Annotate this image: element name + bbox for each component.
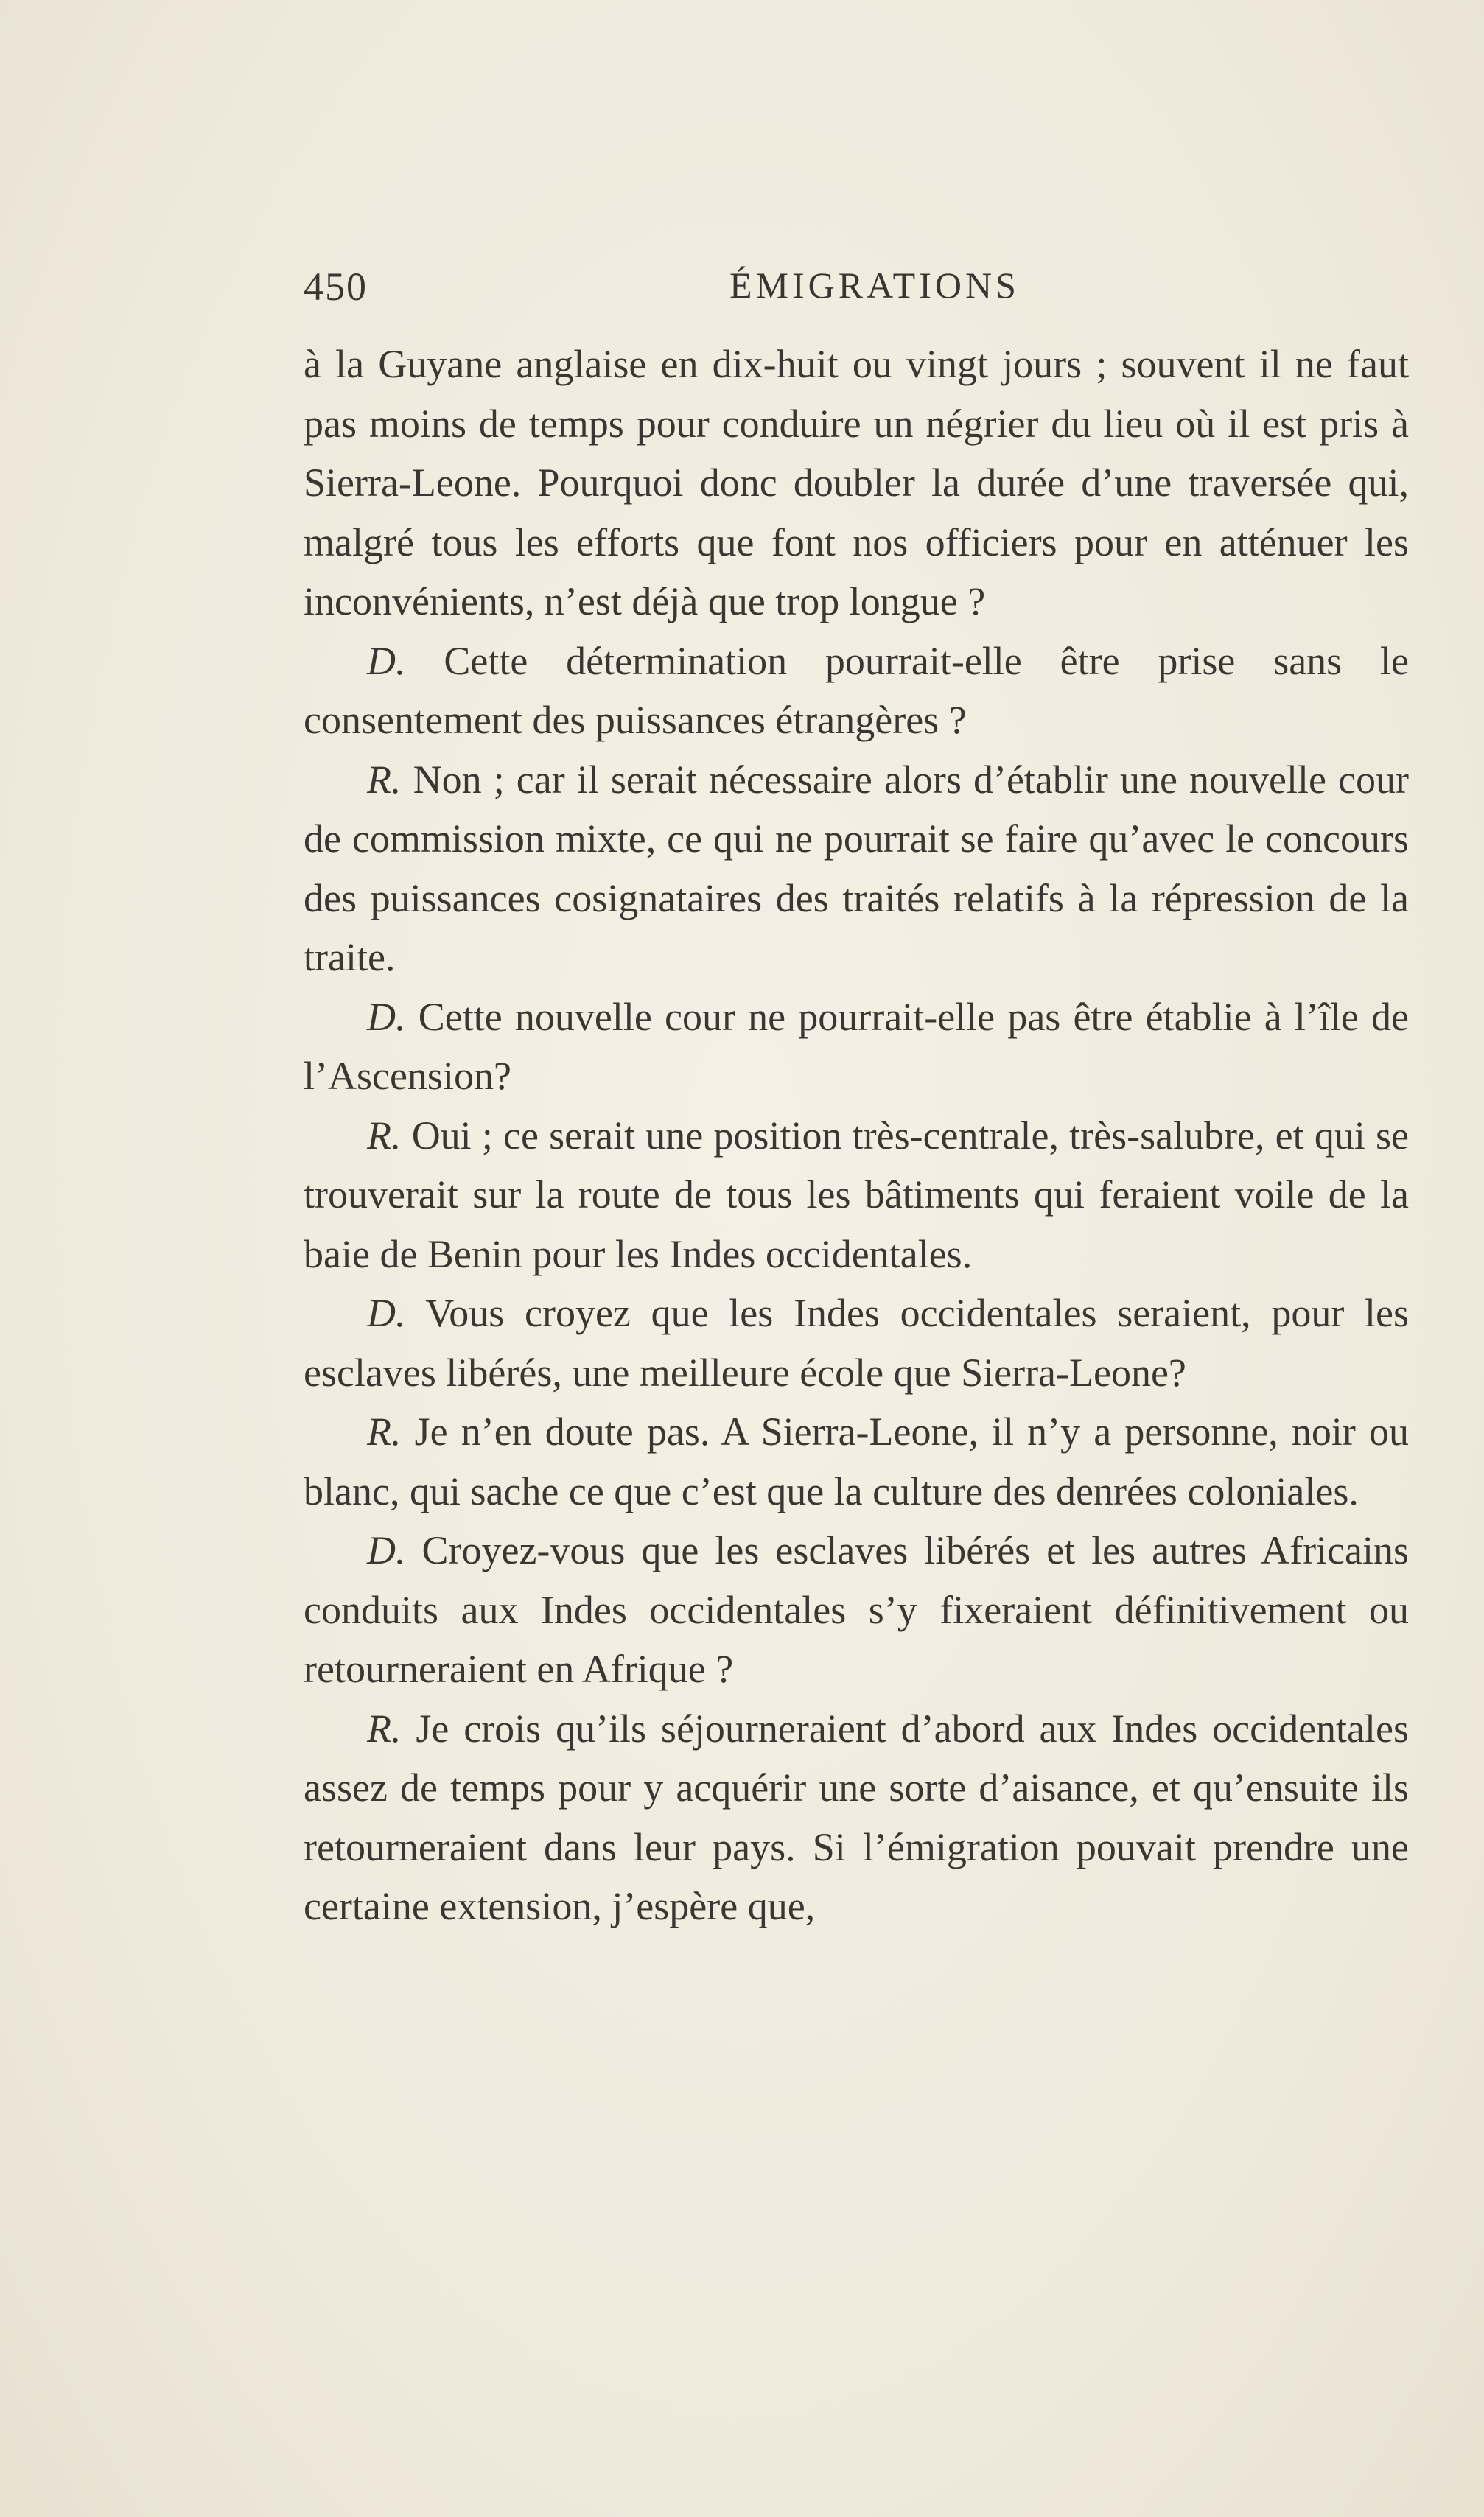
answer-paragraph: [304, 1106, 1409, 1284]
answer-paragraph: [304, 1699, 1409, 1936]
speaker-label: D.: [367, 994, 406, 1039]
paragraph-text: Je n’en doute pas. A Sierra-Leone, il n’y a personne, noir ou blanc, qui sache ce que c’est que la culture des denrées coloniales.: [304, 1410, 1410, 1513]
question-paragraph: [304, 1521, 1409, 1699]
answer-paragraph: [304, 750, 1409, 987]
speaker-label: R.: [367, 1113, 402, 1158]
paragraph-text: Non ; car il serait nécessaire alors d’établir une nouvelle cour de commission mixte, ce qui ne pourrait se faire qu’avec le concours des puissances cosignataires des traités relatifs à la répression de la traite.: [304, 757, 1410, 979]
speaker-label: D.: [367, 1528, 406, 1572]
paragraph-text: à la Guyane anglaise en dix-huit ou vingt jours ; souvent il ne faut pas moins de temps pour conduire un négrier du lieu où il est pris à Sierra-Leone. Pourquoi donc doubler la durée d’une traversée qui, malgré tous les efforts que font nos officiers pour en atténuer les inconvénients, n’est déjà que trop longue ?: [304, 342, 1409, 623]
body-text: [304, 335, 1409, 1936]
speaker-label: R.: [367, 1410, 402, 1454]
question-paragraph: [304, 987, 1409, 1106]
paragraph-text: Cette détermination pourrait-elle être prise sans le consentement des puissances étrangères ?: [304, 638, 1410, 742]
paragraph-text: Cette nouvelle cour ne pourrait-elle pas être établie à l’île de l’Ascension?: [304, 994, 1410, 1098]
running-header: [304, 264, 1409, 323]
running-title: ÉMIGRATIONS: [729, 265, 1020, 306]
paragraph-text: Vous croyez que les Indes occidentales seraient, pour les esclaves libérés, une meilleure école que Sierra-Leone?: [304, 1291, 1409, 1395]
answer-paragraph: [304, 1402, 1409, 1521]
paragraph-text: Je crois qu’ils séjourneraient d’abord aux Indes occidentales assez de temps pour y acquérir une sorte d’aisance, et qu’ensuite ils retourneraient dans leur pays. Si l’émigration pouvait prendre une certaine extension, j’espère que,: [304, 1706, 1409, 1928]
paragraph-text: Oui ; ce serait une position très-centrale, très-salubre, et qui se trouverait sur la route de tous les bâtiments qui feraient voile de la baie de Benin pour les Indes occidentales.: [304, 1113, 1409, 1276]
speaker-label: R.: [367, 757, 402, 802]
paragraph-continuation: [304, 335, 1409, 631]
speaker-label: D.: [367, 638, 406, 683]
speaker-label: D.: [367, 1291, 406, 1335]
question-paragraph: [304, 631, 1409, 750]
page-number: 450: [304, 265, 368, 309]
question-paragraph: [304, 1284, 1409, 1402]
speaker-label: R.: [367, 1706, 402, 1751]
paragraph-text: Croyez-vous que les esclaves libérés et les autres Africains conduits aux Indes occidentales s’y fixeraient définitivement ou retourneraient en Afrique ?: [304, 1528, 1410, 1691]
